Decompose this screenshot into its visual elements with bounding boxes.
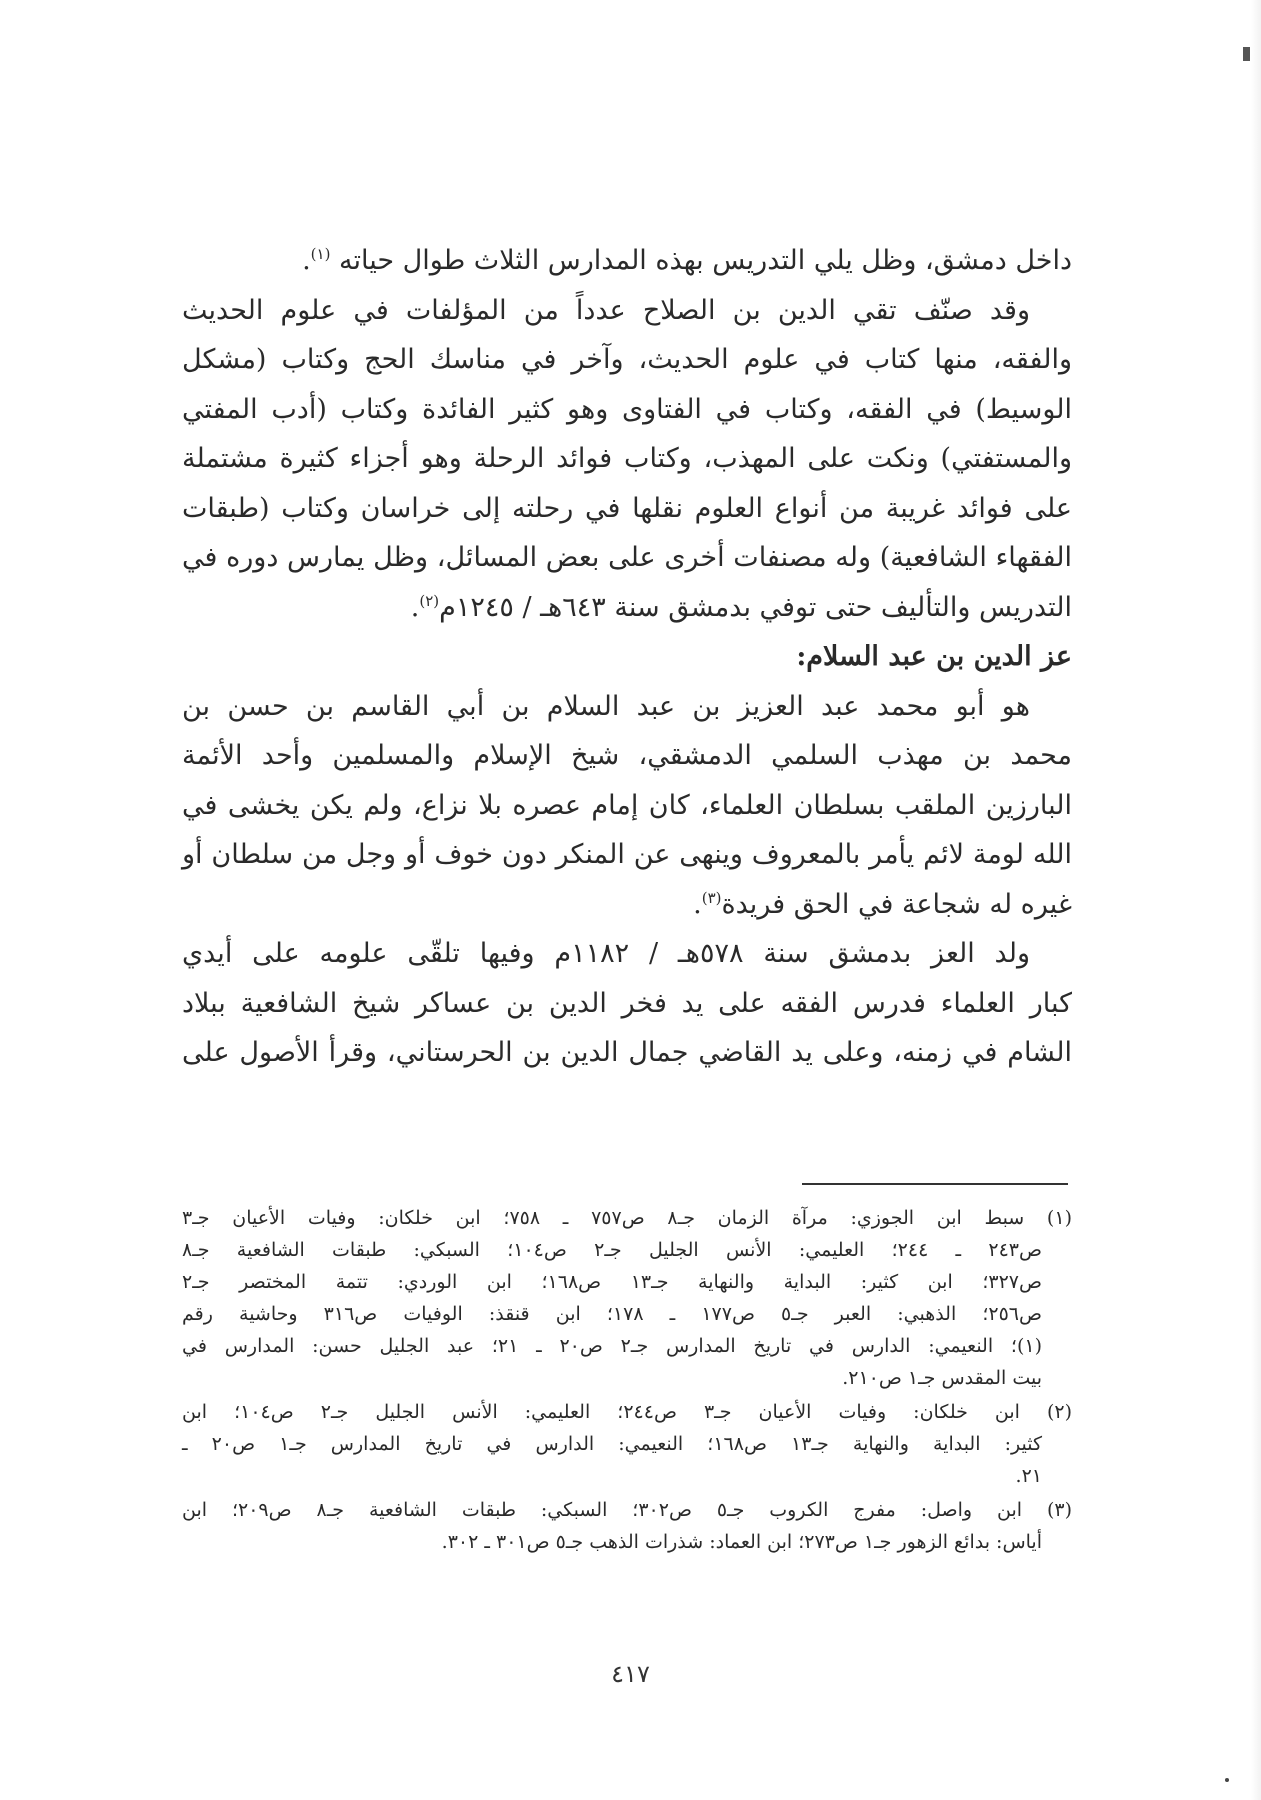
- footnote-line: (٢) ابن خلكان: وفيات الأعيان جـ٣ ص٢٤٤؛ العليمي: الأنس الجليل جـ٢ ص١٠٤؛ ابن: [182, 1401, 1073, 1423]
- footnote-line: (١)؛ النعيمي: الدارس في تاريخ المدارس جـ٢ ص٢٠ ـ ٢١؛ عبد الجليل حسن: المدارس في: [182, 1335, 1042, 1357]
- footnote-3: [182, 1494, 1072, 1558]
- footnote-line: بيت المقدس جـ١ ص٢١٠.: [842, 1367, 1042, 1389]
- paragraph-2: وقد صنّف تقي الدين بن الصلاح عدداً من المؤلفات في علوم الحديث والفقه، منها كتاب في علوم الحديث، وآخر في مناسك الحج وكتاب (مشكل الوسيط) في الفقه، وكتاب في الفتاوى وهو كثير الفائدة وكتاب (أدب المفتي والمستفتي) ونكت على المهذب، وكتاب فوائد الرحلة وهو أجزاء كثيرة مشتملة على فوائد غريبة من أنواع العلوم نقلها في رحلته إلى خراسان وكتاب (طبقات الفقهاء الشافعية) وله مصنفات أخرى على بعض المسائل، وظل يمارس دوره في التدريس والتأليف حتى توفي بدمشق سنة ٦٤٣هـ / ١٢٤٥م$^{(٢)}$.: [182, 286, 1072, 633]
- paragraph-line: وقد صنّف تقي الدين بن الصلاح عدداً من المؤلفات في علوم الحديث: [182, 294, 1030, 326]
- footnote-line: (٣) ابن واصل: مفرج الكروب جـ٥ ص٣٠٢؛ السبكي: طبقات الشافعية جـ٨ ص٢٠٩؛ ابن: [182, 1499, 1073, 1521]
- page-number: ٤١٧: [611, 1660, 650, 1688]
- paragraph-line: الوسيط) في الفقه، وكتاب في الفتاوى وهو كثير الفائدة وكتاب (أدب المفتي: [182, 393, 1072, 425]
- paragraph-line: غيره له شجاعة في الحق فريدة: [721, 888, 1072, 920]
- footnote-2: [182, 1396, 1072, 1492]
- scan-speck: [1225, 1778, 1229, 1782]
- footnote-line: ص٣٢٧؛ ابن كثير: البداية والنهاية جـ١٣ ص١٦٨؛ ابن الوردي: تتمة المختصر جـ٢: [182, 1271, 1042, 1293]
- paragraph-line: على فوائد غريبة من أنواع العلوم نقلها في رحلته إلى خراسان وكتاب (طبقات: [182, 492, 1072, 524]
- paragraph-line: والفقه، منها كتاب في علوم الحديث، وآخر في مناسك الحج وكتاب (مشكل: [182, 344, 1072, 375]
- scan-corner-mark: [1243, 47, 1250, 61]
- footnotes: [182, 1202, 1072, 1560]
- footnote-line: (١) سبط ابن الجوزي: مرآة الزمان جـ٨ ص٧٥٧ ـ ٧٥٨؛ ابن خلكان: وفيات الأعيان جـ٣: [182, 1207, 1072, 1229]
- paragraph-line: الفقهاء الشافعية) وله مصنفات أخرى على بعض المسائل، وظل يمارس دوره في: [182, 542, 1072, 573]
- paragraph-line: هو أبو محمد عبد العزيز بن عبد السلام بن أبي القاسم بن حسن بن: [182, 690, 1030, 722]
- footnote-line: ص٢٤٣ ـ ٢٤٤؛ العليمي: الأنس الجليل جـ٢ ص١٠٤؛ السبكي: طبقات الشافعية جـ٨: [182, 1239, 1042, 1261]
- footnote-ref[interactable]: (٢): [419, 591, 440, 610]
- footnote-line: ٢١.: [1015, 1465, 1042, 1487]
- paragraph-line: الله لومة لائم يأمر بالمعروف وينهى عن المنكر دون خوف أو وجل من سلطان أو: [182, 839, 1072, 870]
- paragraph-line: داخل دمشق، وظل يلي التدريس بهذه المدارس الثلاث طوال حياته: [339, 245, 1072, 276]
- paragraph-line: البارزين الملقب بسلطان العلماء، كان إمام عصره بلا نزاع، ولم يكن يخشى في: [182, 789, 1072, 821]
- paragraph-line: الشام في زمنه، وعلى يد القاضي جمال الدين بن الحرستاني، وقرأ الأصول على: [182, 1037, 1072, 1068]
- paragraph-4: [182, 929, 1072, 1078]
- footnote-separator: [802, 1183, 1068, 1185]
- paragraph-line: ولد العز بدمشق سنة ٥٧٨هـ / ١١٨٢م وفيها تلقّى علومه على أيدي: [182, 938, 1030, 969]
- paragraph-line: كبار العلماء فدرس الفقه على يد فخر الدين بن عساكر شيخ الشافعية ببلاد: [182, 987, 1072, 1019]
- main-text: [182, 236, 1072, 1078]
- paragraph-1: داخل دمشق، وظل يلي التدريس بهذه المدارس الثلاث طوال حياته $^{(١)}$.: [302, 245, 1072, 276]
- paragraph-line: والمستفتي) ونكت على المهذب، وكتاب فوائد الرحلة وهو أجزاء كثيرة مشتملة: [182, 443, 1072, 474]
- footnote-line: ص٢٥٦؛ الذهبي: العبر جـ٥ ص١٧٧ ـ ١٧٨؛ ابن قنقذ: الوفيات ص٣١٦ وحاشية رقم: [182, 1303, 1042, 1325]
- paragraph-line: محمد بن مهذب السلمي الدمشقي، شيخ الإسلام والمسلمين وأحد الأئمة: [182, 740, 1072, 771]
- section-heading: عز الدين بن عبد السلام:: [796, 641, 1072, 672]
- footnote-line: أياس: بدائع الزهور جـ١ ص٢٧٣؛ ابن العماد: شذرات الذهب جـ٥ ص٣٠١ ـ ٣٠٢.: [441, 1531, 1042, 1553]
- paragraph-line: التدريس والتأليف حتى توفي بدمشق سنة ٦٤٣هـ / ١٢٤٥م: [439, 591, 1072, 623]
- footnote-line: كثير: البداية والنهاية جـ١٣ ص١٦٨؛ النعيمي: الدارس في تاريخ المدارس جـ١ ص٢٠ ـ: [182, 1433, 1042, 1455]
- scan-edge: [1251, 0, 1261, 1800]
- footnote-ref[interactable]: (٣): [701, 888, 722, 907]
- paragraph-3: هو أبو محمد عبد العزيز بن عبد السلام بن أبي القاسم بن حسن بن محمد بن مهذب السلمي الدمشقي، شيخ الإسلام والمسلمين وأحد الأئمة البارزين الملقب بسلطان العلماء، كان إمام عصره بلا نزاع، ولم يكن يخشى في الله لومة لائم يأمر بالمعروف وينهى عن المنكر دون خوف أو وجل من سلطان أو غيره له شجاعة في الحق فريدة$^{(٣)}$.: [182, 682, 1072, 930]
- footnote-ref[interactable]: (١): [310, 245, 331, 263]
- footnote-1: [182, 1202, 1072, 1394]
